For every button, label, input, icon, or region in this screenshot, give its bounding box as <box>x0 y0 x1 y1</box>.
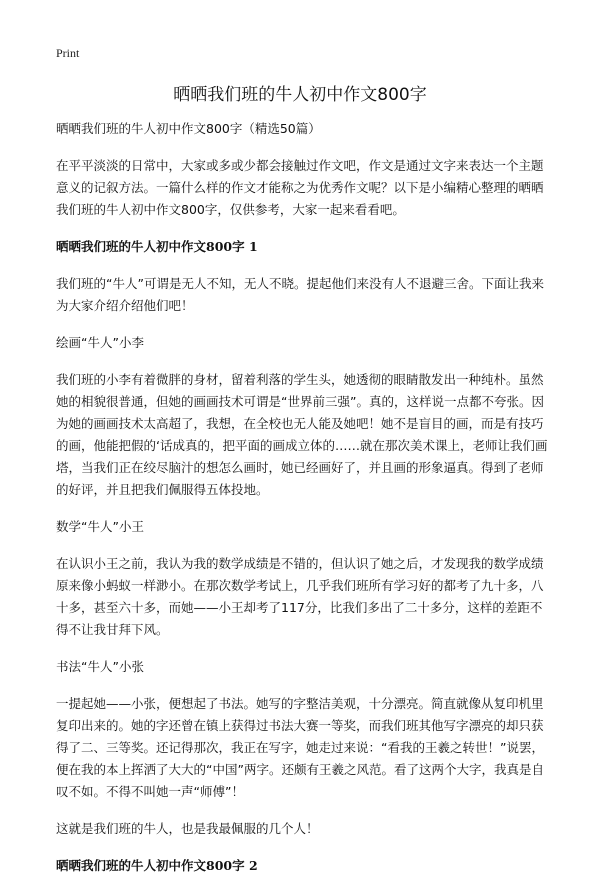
paragraph-5: 这就是我们班的牛人，也是我最佩服的几个人！ <box>56 821 319 836</box>
sub-heading-painting: 绘画“牛人”小李 <box>56 335 144 350</box>
section-heading-2: 晒晒我们班的牛人初中作文800字 2 <box>56 858 258 873</box>
paragraph-2: 我们班的小李有着微胖的身材，留着利落的学生头，她透彻的眼睛散发出一种纯朴。虽然她的相貌很普通，但她的画画技术可谓是“世界前三强”。真的，这样说一点都不夸张。因为她的画画技术太高超了，我想，在全校也无人能及她吧！她不是盲目的画，而是有技巧的画，他能把假的‘话成真的，把平面的画成立体的……就在那次美术课上，老师让我们画塔，当我们正在绞尽脑汁的想怎么画时，她已经画好了，并且画的形象逼真。得到了老师的好评，并且把我们佩服得五体投地。 <box>56 372 548 497</box>
paragraph-4: 一提起她——小张，便想起了书法。她写的字整洁美观，十分漂亮。简直就像从复印机里复印出来的。她的字还曾在镇上获得过书法大赛一等奖，而我们班其他写字漂亮的却只获得了二、三等奖。还记得那次，我正在写字，她走过来说：“看我的王羲之转世！”说罢，便在我的本上挥洒了大大的“中国”两字。还颇有王羲之风范。看了这两个大字，我真是自叹不如。不得不叫她一声“师傅”！ <box>56 696 544 799</box>
intro-paragraph: 在平平淡淡的日常中，大家或多或少都会接触过作文吧，作文是通过文字来表达一个主题意义的记叙方法。一篇什么样的作文才能称之为优秀作文呢？以下是小编精心整理的晒晒我们班的牛人初中作文800字，仅供参考，大家一起来看看吧。 <box>56 158 544 217</box>
section-heading-1: 晒晒我们班的牛人初中作文800字 1 <box>56 239 258 254</box>
paragraph-1: 我们班的“牛人”可谓是无人不知，无人不晓。提起他们来没有人不退避三舍。下面让我来为大家介绍介绍他们吧！ <box>56 276 544 313</box>
article-body <box>56 118 552 892</box>
paragraph-3: 在认识小王之前，我认为我的数学成绩是不错的，但认识了她之后，才发现我的数学成绩原来像小蚂蚁一样渺小。在那次数学考试上，几乎我们班所有学习好的都考了九十多，八十多，甚至六十多，而她——小王却考了117分，比我们多出了二十多分，这样的差距不得不让我甘拜下风。 <box>56 556 544 637</box>
page-title: 晒晒我们班的牛人初中作文800字 <box>173 85 427 105</box>
print-link[interactable]: Print <box>56 46 80 60</box>
sub-heading-math: 数学“牛人”小王 <box>56 519 144 534</box>
sub-heading-calligraphy: 书法“牛人”小张 <box>56 659 144 674</box>
article-subtitle: 晒晒我们班的牛人初中作文800字（精选50篇） <box>56 121 321 136</box>
